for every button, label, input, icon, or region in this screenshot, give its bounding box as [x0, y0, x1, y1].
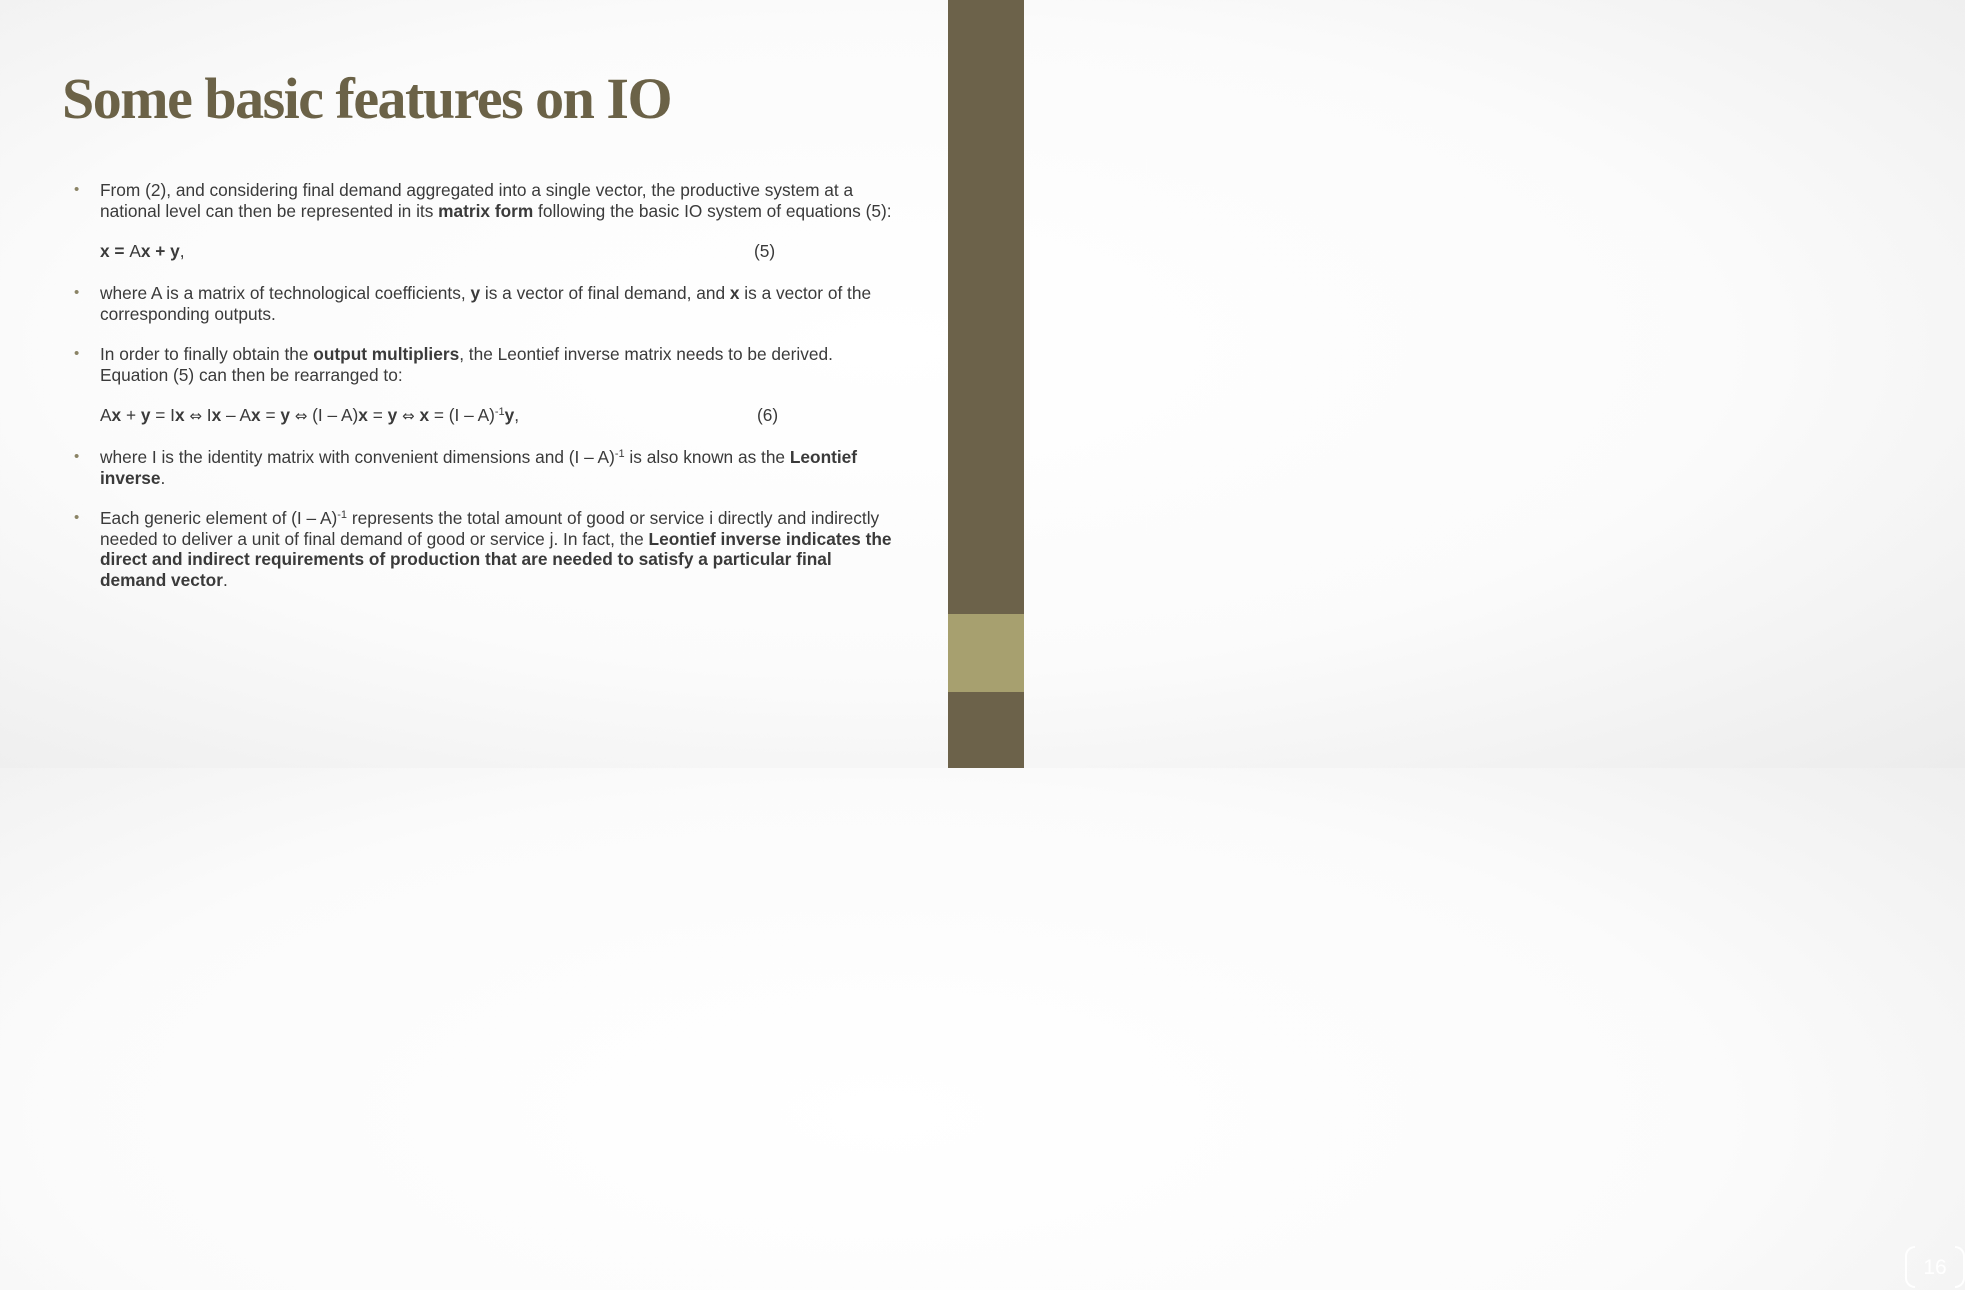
- bullet-matrix-form: • From (2), and considering final demand aggregated into a single vector, the productive system at a national level can then be represented in its matrix form following the basic IO system of equations (5):: [74, 180, 894, 221]
- slide-title: Some basic features on IO: [62, 66, 672, 131]
- slide-content: [74, 180, 894, 610]
- equivalence-symbol: ⇔: [402, 407, 415, 425]
- equation-5: x = Ax + y, (5): [100, 241, 776, 261]
- page-number-frame: [1905, 1246, 1965, 1290]
- bullet-identity-matrix: • where I is the identity matrix with convenient dimensions and (I – A)$^{-1}$ is also known as the Leontief inverse.: [74, 447, 894, 488]
- page-number-badge: [948, 614, 1947, 1279]
- equivalence-symbol: ⇔: [189, 407, 202, 425]
- page-number: 16: [1923, 1256, 1947, 1279]
- bullet-output-multipliers: • In order to finally obtain the output multipliers, the Leontief inverse matrix needs to be derived. Equation (5) can then be rearranged to:: [74, 344, 894, 385]
- equation-6: Ax + y = Ix ⇔ Ix – Ax = y ⇔ (I – A)x = y ⇔ x = (I – A)$^{-1}$y, (6): [100, 405, 779, 425]
- bullet-generic-element: • Each generic element of (I – A)$^{-1}$ represents the total amount of good or service i directly and indirectly needed to deliver a unit of final demand of good or service j. In fact, the Leontief inverse indicates the direct and indirect requirements of production that are needed to satisfy a particular final demand vector.: [74, 508, 894, 590]
- bullet-definitions: • where A is a matrix of technological coefficients, y is a vector of final demand, and x is a vector of the corresponding outputs.: [74, 283, 894, 324]
- equation-5-number: (5): [754, 241, 776, 261]
- equation-6-number: (6): [757, 405, 779, 425]
- equivalence-symbol: ⇔: [294, 407, 308, 425]
